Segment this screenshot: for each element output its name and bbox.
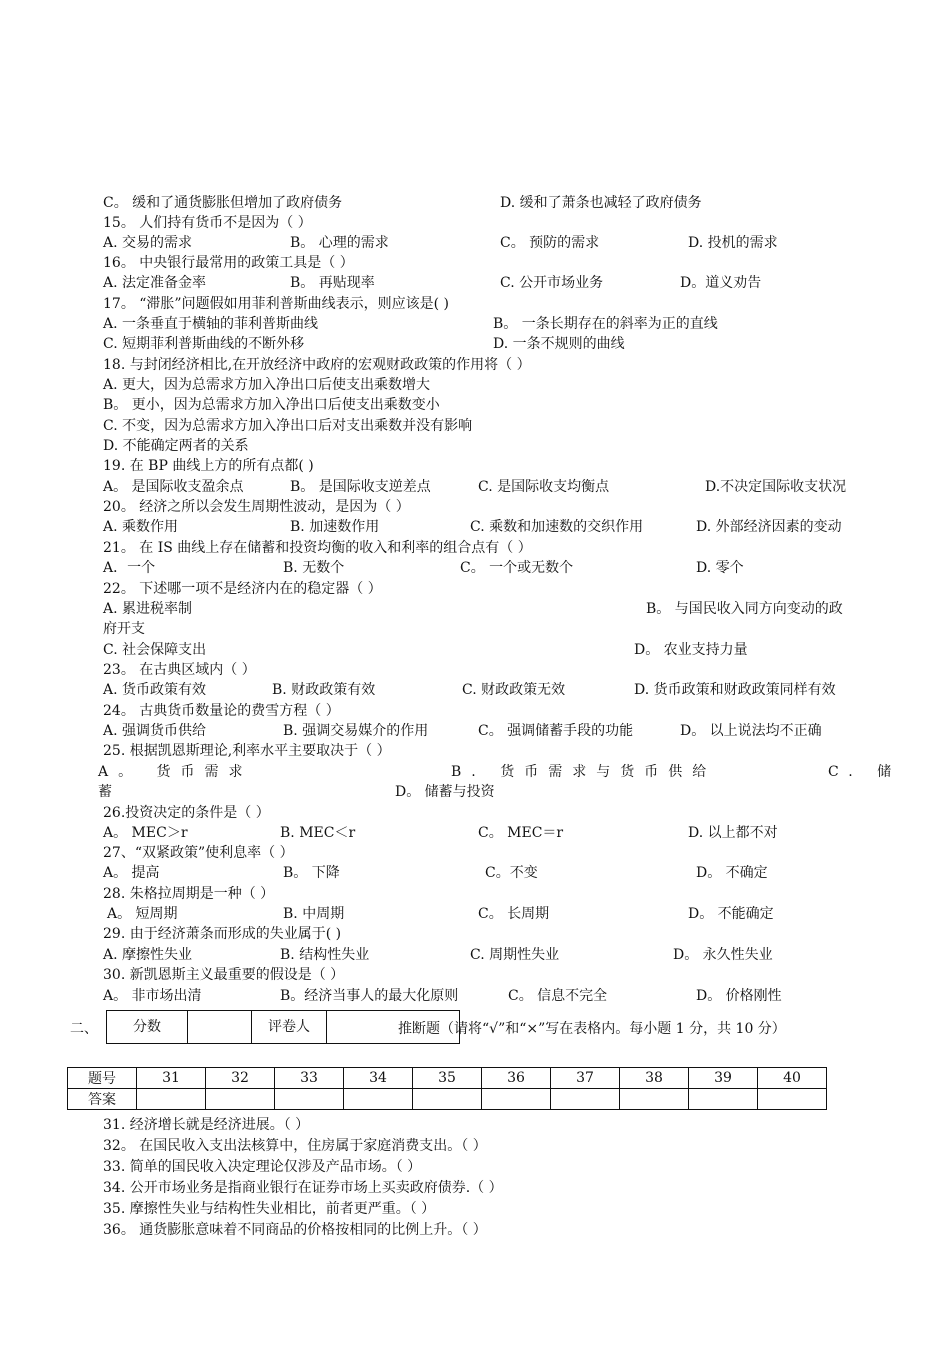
q18-option-a <box>0 375 950 395</box>
option: D。道义劝告 <box>680 275 762 291</box>
option: A. 摩擦性失业 <box>103 947 193 963</box>
question-23 <box>0 660 950 680</box>
option: A. 一条垂直于横轴的菲利普斯曲线 <box>103 316 319 332</box>
score-label: 分数 <box>107 1011 188 1043</box>
option: D。 储蓄与投资 <box>395 784 495 800</box>
option: C。 信息不完全 <box>508 988 608 1004</box>
q17-options-ab <box>0 314 950 334</box>
q14-options-cd <box>0 193 950 213</box>
question-24 <box>0 701 950 721</box>
option: A. 累进税率制 <box>103 601 193 617</box>
question-30 <box>0 965 950 985</box>
question-text: 34. 公开市场业务是指商业银行在证券市场上买卖政府债券.（ ） <box>103 1180 503 1196</box>
option: A. 更大，因为总需求方加入净出口后使支出乘数增大 <box>103 377 431 393</box>
question-32 <box>0 1136 950 1156</box>
option: C。 缓和了通货膨胀但增加了政府债务 <box>103 195 343 211</box>
option-continued: 蓄 <box>98 784 112 800</box>
option: D. 零个 <box>696 560 744 576</box>
answer-cell[interactable] <box>482 1089 551 1110</box>
row-label: 答案 <box>68 1089 137 1110</box>
option: C. 储 <box>828 764 902 780</box>
question-31 <box>0 1115 950 1135</box>
question-number-cell: 35 <box>413 1068 482 1089</box>
q18-option-c <box>0 416 950 436</box>
question-text: 15。 人们持有货币不是因为（ ） <box>103 215 312 231</box>
question-text: 22。 下述哪一项不是经济内在的稳定器（ ） <box>103 581 382 597</box>
q27-options <box>0 863 950 883</box>
option: C。 MEC＝r <box>478 825 564 841</box>
option: A。 非市场出清 <box>103 988 202 1004</box>
q22-option-b-wrap <box>0 619 950 639</box>
option: C. 社会保障支出 <box>103 642 207 658</box>
question-33 <box>0 1157 950 1177</box>
q25-options-abc <box>0 762 950 782</box>
question-text: 30. 新凯恩斯主义最重要的假设是（ ） <box>103 967 345 983</box>
question-20 <box>0 497 950 517</box>
option: B。 再贴现率 <box>290 275 375 291</box>
option: B。经济当事人的最大化原则 <box>280 988 459 1004</box>
q28-options <box>0 904 950 924</box>
question-35 <box>0 1199 950 1219</box>
question-text: 20。 经济之所以会发生周期性波动，是因为（ ） <box>103 499 410 515</box>
option: C. 是国际收支均衡点 <box>478 479 610 495</box>
answer-cell[interactable] <box>689 1089 758 1110</box>
question-19 <box>0 456 950 476</box>
q15-options <box>0 233 950 253</box>
option: B. MEC＜r <box>280 825 356 841</box>
option: B. 强调交易媒介的作用 <box>283 723 429 739</box>
option: A. 乘数作用 <box>103 519 179 535</box>
row-label: 题号 <box>68 1068 137 1089</box>
option: A。 MEC＞r <box>103 825 188 841</box>
question-text: 36。 通货膨胀意味着不同商品的价格按相同的比例上升。（ ） <box>103 1222 487 1238</box>
q18-option-d <box>0 436 950 456</box>
option: A. 货币政策有效 <box>103 682 207 698</box>
option-continued: 府开支 <box>103 621 145 637</box>
question-number-cell: 32 <box>206 1068 275 1089</box>
option: C。 强调储蓄手段的功能 <box>478 723 634 739</box>
option: D. 以上都不对 <box>688 825 778 841</box>
q29-options <box>0 945 950 965</box>
option: C. 公开市场业务 <box>500 275 604 291</box>
section-instructions: 推断题（请将“√”和“×”写在表格内。每小题 1 分，共 10 分） <box>398 1021 786 1037</box>
score-field[interactable] <box>188 1011 252 1043</box>
option: B. 中周期 <box>283 906 345 922</box>
option: A。 提高 <box>103 865 160 881</box>
question-text: 31. 经济增长就是经济进展。（ ） <box>103 1117 310 1133</box>
q25-options-cd-wrap <box>0 782 950 802</box>
q21-options <box>0 558 950 578</box>
section-number: 二、 <box>70 1021 98 1037</box>
option: C。 一个或无数个 <box>460 560 574 576</box>
option: A。 货币需求 <box>98 764 253 780</box>
option: B。 下降 <box>283 865 340 881</box>
answer-cell[interactable] <box>758 1089 827 1110</box>
question-text: 35. 摩擦性失业与结构性失业相比，前者更严重。（ ） <box>103 1201 436 1217</box>
section-2-header <box>70 1010 870 1044</box>
question-text: 28. 朱格拉周期是一种（ ） <box>103 886 275 902</box>
option: C。不变 <box>485 865 538 881</box>
option: D.不决定国际收支状况 <box>705 479 847 495</box>
option: D. 一条不规则的曲线 <box>493 336 625 352</box>
option: D. 缓和了萧条也减轻了政府债务 <box>500 195 702 211</box>
question-text: 21。 在 IS 曲线上存在储蓄和投资均衡的收入和利率的组合点有（ ） <box>103 540 532 556</box>
option: C. 财政政策无效 <box>462 682 566 698</box>
question-number-cell: 38 <box>620 1068 689 1089</box>
option: D。 不确定 <box>696 865 768 881</box>
q22-options-ab <box>0 599 950 619</box>
question-number-cell: 31 <box>137 1068 206 1089</box>
answer-cell[interactable] <box>275 1089 344 1110</box>
option: C。 长周期 <box>478 906 550 922</box>
question-text: 26.投资决定的条件是（ ） <box>103 805 270 821</box>
option: B。 一条长期存在的斜率为正的直线 <box>493 316 718 332</box>
question-text: 33. 简单的国民收入决定理论仅涉及产品市场。（ ） <box>103 1159 422 1175</box>
option: D。 以上说法均不正确 <box>680 723 822 739</box>
option: B. 无数个 <box>283 560 345 576</box>
option: C. 不变，因为总需求方加入净出口后对支出乘数并没有影响 <box>103 418 473 434</box>
option: A. 交易的需求 <box>103 235 193 251</box>
question-text: 24。 古典货币数量论的费雪方程（ ） <box>103 703 340 719</box>
question-text: 32。 在国民收入支出法核算中，住房属于家庭消费支出。（ ） <box>103 1138 487 1154</box>
option: A. 法定准备金率 <box>103 275 207 291</box>
option: B。 更小，因为总需求方加入净出口后使支出乘数变小 <box>103 397 440 413</box>
question-text: 27、“双紧政策”使利息率（ ） <box>103 845 294 861</box>
option: B。 心理的需求 <box>290 235 389 251</box>
answer-row <box>68 1089 827 1110</box>
answer-cell[interactable] <box>206 1089 275 1110</box>
question-text: 17。 “滞胀”问题假如用菲利普斯曲线表示，则应该是( ) <box>103 296 449 312</box>
question-29 <box>0 924 950 944</box>
option: A．一个 <box>103 560 156 576</box>
option: D. 外部经济因素的变动 <box>696 519 842 535</box>
option: A。 是国际收支盈余点 <box>103 479 244 495</box>
question-text: 29. 由于经济萧条而形成的失业属于( ) <box>103 926 342 942</box>
question-text: 25. 根据凯恩斯理论,利率水平主要取决于（ ） <box>103 743 391 759</box>
option: D。 永久性失业 <box>673 947 773 963</box>
option: B。 与国民收入同方向变动的政 <box>646 601 843 617</box>
option: D. 投机的需求 <box>688 235 778 251</box>
q23-options <box>0 680 950 700</box>
question-text: 18. 与封闭经济相比,在开放经济中政府的宏观财政政策的作用将（ ） <box>103 357 531 373</box>
question-25 <box>0 741 950 761</box>
option: C. 周期性失业 <box>470 947 560 963</box>
answer-cell[interactable] <box>137 1089 206 1110</box>
q30-options <box>0 986 950 1006</box>
option: C。 预防的需求 <box>500 235 600 251</box>
question-36 <box>0 1220 950 1240</box>
question-21 <box>0 538 950 558</box>
option: B. 货币需求与货币供给 <box>451 764 717 780</box>
question-27 <box>0 843 950 863</box>
q24-options <box>0 721 950 741</box>
question-number-cell: 39 <box>689 1068 758 1089</box>
option: D。 农业支持力量 <box>634 642 748 658</box>
option: B. 财政政策有效 <box>272 682 376 698</box>
answer-table <box>67 1067 827 1110</box>
option: C. 乘数和加速数的交织作用 <box>470 519 644 535</box>
q18-option-b <box>0 395 950 415</box>
option: B. 结构性失业 <box>280 947 370 963</box>
option: D. 货币政策和财政政策同样有效 <box>634 682 836 698</box>
number-row <box>68 1068 827 1089</box>
option: A. 强调货币供给 <box>103 723 207 739</box>
q19-options <box>0 477 950 497</box>
question-text: 16。 中央银行最常用的政策工具是（ ） <box>103 255 354 271</box>
option: D. 不能确定两者的关系 <box>103 438 249 454</box>
option: C. 短期菲利普斯曲线的不断外移 <box>103 336 305 352</box>
grader-label: 评卷人 <box>252 1011 327 1043</box>
answer-cell[interactable] <box>344 1089 413 1110</box>
question-text: 23。 在古典区域内（ ） <box>103 662 256 678</box>
question-15 <box>0 213 950 233</box>
question-22 <box>0 579 950 599</box>
question-number-cell: 33 <box>275 1068 344 1089</box>
q26-options <box>0 823 950 843</box>
question-26 <box>0 803 950 823</box>
option: A。 短周期 <box>107 906 178 922</box>
option: D。 价格刚性 <box>696 988 782 1004</box>
option: D。 不能确定 <box>688 906 774 922</box>
question-28 <box>0 884 950 904</box>
question-number-cell: 36 <box>482 1068 551 1089</box>
question-34 <box>0 1178 950 1198</box>
answer-cell[interactable] <box>413 1089 482 1110</box>
q16-options <box>0 273 950 293</box>
question-text: 19. 在 BP 曲线上方的所有点都( ) <box>103 458 314 474</box>
question-number-cell: 37 <box>551 1068 620 1089</box>
question-16 <box>0 253 950 273</box>
q22-options-cd <box>0 640 950 660</box>
option: B. 加速数作用 <box>290 519 380 535</box>
question-number-cell: 40 <box>758 1068 827 1089</box>
option: B。 是国际收支逆差点 <box>290 479 431 495</box>
answer-cell[interactable] <box>551 1089 620 1110</box>
q17-options-cd <box>0 334 950 354</box>
answer-cell[interactable] <box>620 1089 689 1110</box>
question-17 <box>0 294 950 314</box>
q20-options <box>0 517 950 537</box>
question-number-cell: 34 <box>344 1068 413 1089</box>
question-18 <box>0 355 950 375</box>
